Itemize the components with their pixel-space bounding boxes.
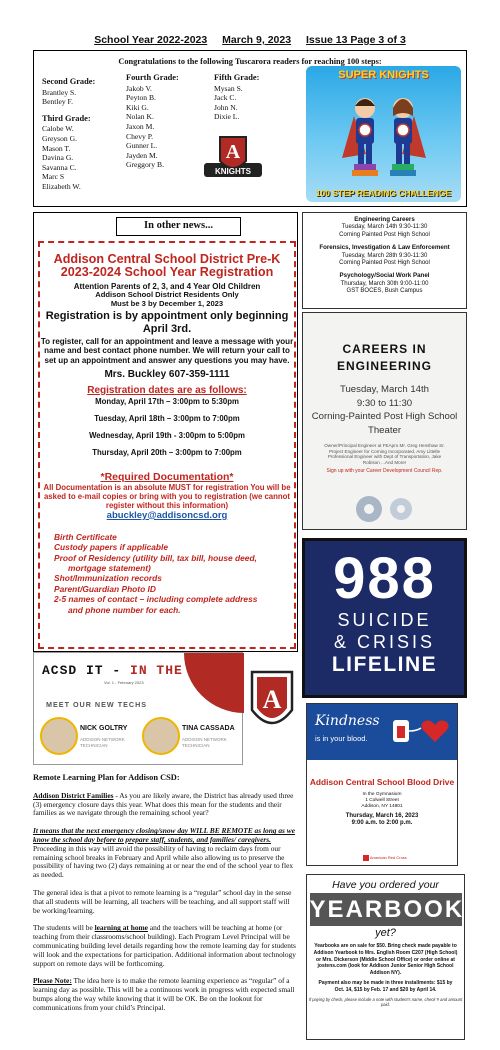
student-name: John N.: [214, 102, 238, 112]
flyer-date: Tuesday, March 14th: [339, 384, 430, 395]
student-name: Calobe W.: [42, 124, 74, 134]
student-name: Marc S: [42, 172, 65, 182]
attention-line: Attention Parents of 2, 3, and 4 Year Old Children: [73, 281, 261, 291]
student-name: Bentley F.: [42, 97, 74, 107]
event-where: Corning Painted Post High School: [339, 260, 430, 267]
student-name: Savanna C.: [42, 162, 77, 172]
prek-registration-box: [38, 241, 296, 649]
in-blood-text: is in your blood.: [315, 734, 368, 743]
engine-gear-icon: [343, 491, 429, 525]
doc-item: and phone number for each.: [68, 604, 181, 615]
paragraph-text: Proceeding in this way will avoid the possibility of having to reclaim days from our remaining school breaks in February and April while also allowing us to preserve the possibility of having two (2) days remaining at or near the end of the school year to flex as needed.: [33, 843, 294, 880]
paragraph-label: Addison District Families: [33, 790, 114, 800]
student-name: Kiki G.: [126, 102, 149, 112]
student-name: Jakob V.: [126, 83, 152, 93]
doc-item: mortgage statement): [68, 563, 151, 574]
flyer-title-line: ENGINEERING: [336, 359, 432, 373]
challenge-top: SUPER KNIGHTS: [338, 69, 429, 81]
required-docs-note: All Documentation is an absolute MUST for registration You will be asked to e-mail copies or bring with you to registration (we cannot register without this information): [43, 482, 291, 510]
reading-congrats-box: [33, 50, 467, 207]
lifeline-number: 988: [333, 546, 436, 611]
avatar: [40, 717, 78, 755]
logo-letter: A: [262, 685, 282, 714]
paragraph-label: Please Note:: [33, 976, 72, 986]
issue-page: Issue 13 Page 3 of 3: [305, 34, 406, 46]
career-event: [303, 216, 466, 239]
article-paragraph: [33, 924, 298, 968]
paragraph-text: The idea here is to make the remote learning experience as “regular” of a learning day as possible. This will be a continuous work in progress with expected small bumps along the way while knowing that it will be OK. Be on the lookout for communications from your child’s Principal.: [33, 976, 295, 1012]
super-knights-image: [306, 66, 461, 202]
paragraph-text: - As you are likely aware, the District has already used three (3) emergency closure days this year. What does this mean for the students and their families as we navigate through the remaining school year?: [33, 790, 294, 818]
student-name: Greyson G.: [42, 133, 78, 143]
registration-instructions: To register, call for an appointment and leave a message with your name and best contact phone number. We will return your call to set up an appointment and answer any questions you may have.: [40, 337, 294, 365]
grade-list-2-3: [42, 77, 95, 192]
blood-drive-flyer: [306, 703, 458, 866]
article-paragraph: [33, 827, 298, 880]
article-paragraph: [33, 977, 298, 1012]
yearbook-yet: yet?: [375, 927, 396, 939]
contact-phone: Mrs. Buckley 607-359-1111: [104, 368, 230, 380]
student-name: Mysan S.: [214, 83, 243, 93]
career-events-list: [302, 212, 467, 309]
blood-drive-banner: [307, 704, 457, 760]
yearbook-payment: Payment also may be made in three installments: $15 by Oct. 14, $15 by Feb. 17 and $20 by April 14.: [318, 979, 453, 993]
title-part: ACSD IT -: [42, 663, 131, 678]
flyer-time: 9:30 to 11:30: [356, 397, 413, 409]
flyer-details: [303, 383, 466, 437]
registration-date: Tuesday, April 18th – 3:00pm to 7:00pm: [94, 413, 240, 423]
student-name: Mason T.: [42, 143, 71, 153]
yearbook-ad: [306, 874, 465, 1040]
title-part: IN THE KNOW: [130, 663, 227, 678]
flyer-title: [303, 341, 466, 375]
paragraph-text: and the teachers will be teaching at home (or teaching from their classrooms/school building). Each Program Level Principal will be communicating building level details regarding how the remote learning day for students will look and the expectations for participation. Additional information about technology support on remote days will be forthcoming.: [33, 923, 296, 968]
lifeline-line: & CRISIS: [333, 632, 436, 652]
newsletter-header: [0, 34, 500, 46]
flyer-speakers: Owner/Principal Engineer at FEApro Mr. Greg Henshaw Sr. Project Engineer for Corning Incorporated, Amy Littelle Professional Engineer with Dept of Transportation, Jake Robison ...And More!: [324, 443, 445, 465]
student-name: Jack C.: [214, 93, 237, 103]
article-paragraph: [33, 792, 298, 818]
tech-name: NICK GOLTRY: [80, 725, 128, 732]
event-when: Tuesday, March 28th 9:30-11:30: [341, 252, 428, 259]
event-when: Thursday, March 30th 9:00-11:00: [340, 280, 429, 287]
event-title: Forensics, Investigation & Law Enforcement: [319, 244, 450, 252]
avatar: [142, 717, 180, 755]
location-line: In the Gymnasium: [362, 792, 402, 798]
student-name: Chevy P.: [126, 131, 154, 141]
logo-letter: A: [225, 141, 241, 163]
paragraph-text: The students will be: [33, 923, 95, 933]
required-docs-heading: *Required Documentation*: [100, 470, 234, 483]
student-name: Jayden M.: [126, 150, 158, 160]
location-line: Addison, NY 14801: [361, 804, 403, 809]
superhero-kids-icon: [334, 86, 434, 181]
registration-date: Wednesday, April 19th - 3:00pm to 5:00pm: [89, 430, 245, 440]
blood-drive-details: [307, 760, 457, 827]
tech-role: ADDISON NETWORK TECHNICIAN: [182, 737, 227, 748]
required-docs-list: [54, 532, 294, 615]
event-when: Tuesday, March 14th 9:30-11:30: [341, 224, 428, 231]
age-rule: Must be 3 by December 1, 2023: [110, 298, 224, 308]
drive-time: 9:00 a.m. to 2:00 p.m.: [351, 819, 413, 826]
career-event: [303, 272, 466, 295]
lifeline-line: LIFELINE: [331, 653, 438, 676]
doc-item: Parent/Guardian Photo ID: [54, 583, 156, 594]
decor-shape: [184, 653, 244, 713]
registration-date: Monday, April 17th – 3:00pm to 5:30pm: [95, 396, 239, 406]
acsd-it-volume: Vol. 1 - February 2023: [104, 680, 144, 685]
red-cross-text: American Red Cross: [369, 855, 407, 861]
meet-techs-heading: MEET OUR NEW TECHS: [46, 700, 148, 709]
challenge-bottom: 100 STEP READING CHALLENGE: [315, 188, 452, 198]
news-title: In other news...: [116, 217, 241, 236]
location-line: 1 Colwell Street: [365, 798, 399, 804]
yearbook-word: YEARBOOK: [310, 893, 462, 926]
student-name: Brantley S.: [42, 87, 77, 97]
article-title: Remote Learning Plan for Addison CSD:: [33, 773, 180, 782]
student-name: Greggory B.: [126, 160, 164, 170]
addison-shield-logo: [248, 668, 296, 738]
issue-date: March 9, 2023: [222, 34, 292, 46]
blood-bag-heart-icon: [391, 716, 449, 746]
blood-drive-location: [307, 792, 457, 809]
student-name: Jaxon M.: [126, 121, 155, 131]
logo-text: KNIGHTS: [215, 167, 251, 176]
blood-drive-title: Addison Central School Blood Drive: [309, 777, 455, 787]
yearbook-footnote: If paying by check, please include a note with student's name, check # and amount paid.: [308, 996, 463, 1007]
student-name: Gunner L.: [126, 141, 158, 151]
doc-item: Birth Certificate: [54, 531, 117, 542]
doc-item: Shot/Immunization records: [54, 573, 162, 584]
drive-date: Thursday, March 16, 2023: [345, 812, 419, 819]
doc-item: Proof of Residency (utility bill, tax bill, house deed,: [54, 552, 257, 563]
kindness-word: Kindness: [315, 713, 380, 729]
paragraph-emphasis: It means that the next emergency closing/snow day WILL BE REMOTE as long as we know the school day before to prepare staff, students, and families/ caregivers.: [33, 826, 295, 844]
grade-heading: Second Grade:: [42, 77, 96, 86]
red-cross-icon: [363, 855, 369, 861]
red-cross-logo: [363, 855, 407, 861]
event-where: Corning Painted Post High School: [339, 231, 430, 238]
appointment-line: Registration is by appointment only beginning April 3rd.: [45, 310, 289, 335]
grade-list-4: [126, 73, 179, 170]
grade-heading: Fourth Grade:: [126, 73, 179, 82]
tech-role: ADDISON NETWORK TECHNICIAN: [80, 737, 125, 748]
acsd-it-banner: [33, 652, 243, 765]
article-paragraph: The general idea is that a pivot to remote learning is a “regular” school day in the sense that all students will be learning, all teachers will be teaching, and all support staff will be working/learning.: [33, 887, 292, 915]
grade-list-5: [214, 73, 259, 122]
tech-card: [138, 713, 238, 758]
student-name: Nolan K.: [126, 112, 154, 122]
lifeline-line: SUICIDE: [337, 610, 432, 630]
event-title: Engineering Careers: [354, 216, 415, 223]
yearbook-heading: Have you ordered your: [332, 879, 439, 891]
grade-heading: Fifth Grade:: [214, 73, 260, 82]
doc-item: Custody papers if applicable: [54, 542, 169, 553]
dates-heading: Registration dates are as follows:: [87, 384, 247, 396]
flyer-place: Corning-Painted Post High School Theater: [311, 411, 458, 436]
student-name: Peyton B.: [126, 93, 156, 103]
registration-email-link[interactable]: abuckley@addisoncsd.org: [106, 509, 228, 521]
yearbook-info: Yearbooks are on sale for $50. Bring check made payable to Addison Yearbook to Mrs. English Room C207 (High School) or Mrs. Dickerson (Middle School Office) or order online at jostens.com (look for Addison Junior Senior High School Addison NY).: [313, 943, 458, 977]
remote-learning-article: [33, 774, 298, 1022]
blood-drive-datetime: [307, 813, 457, 827]
congrats-title: Congratulations to the following Tuscarora readers for reaching 100 steps:: [118, 57, 382, 66]
doc-item: 2-5 names of contact – including complete address: [54, 594, 258, 605]
flyer-title-line: CAREERS IN: [342, 342, 427, 356]
careers-engineering-flyer: [302, 312, 467, 530]
event-where: GST BOCES, Bush Campus: [346, 288, 423, 295]
student-name: Dixie L.: [214, 112, 240, 122]
tech-card: [36, 713, 136, 758]
flyer-signup: Sign up with your Career Development Council Rep.: [326, 468, 443, 474]
news-section: [33, 212, 298, 652]
acsd-it-title: [42, 663, 227, 678]
student-name: Davina G.: [42, 153, 74, 163]
career-event: [303, 244, 466, 267]
crisis-lifeline-ad: [302, 538, 467, 698]
residents-line: Addison School District Residents Only: [95, 290, 239, 300]
school-year: School Year 2022-2023: [94, 34, 208, 46]
registration-date: Thursday, April 20th – 3:00pm to 7:00pm: [92, 447, 242, 457]
grade-heading: Third Grade:: [42, 113, 91, 123]
event-title: Psychology/Social Work Panel: [339, 272, 430, 280]
tech-name: TINA CASSADA: [182, 725, 235, 732]
knights-logo: [202, 133, 264, 183]
paragraph-emphasis: learning at home: [94, 923, 148, 933]
prek-title: Addison Central School District Pre-K 2023-2024 School Year Registration: [53, 252, 281, 280]
student-name: Elizabeth W.: [42, 181, 81, 191]
